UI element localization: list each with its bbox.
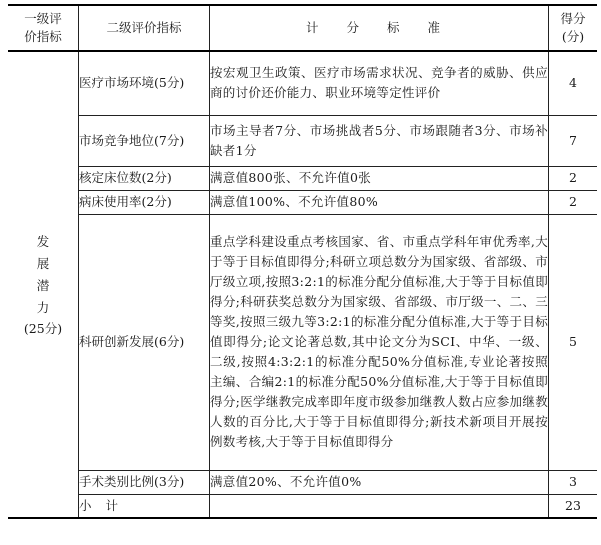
subtotal-score: 23 [549, 494, 598, 518]
header-level2: 二级评价指标 [79, 5, 210, 51]
header-score-line1: 得分 [560, 11, 586, 26]
score-cell: 5 [549, 214, 598, 470]
standard-cell: 按宏观卫生政策、医疗市场需求状况、竞争者的威胁、供应商的讨价还价能力、职业环境等定性评价 [210, 51, 549, 115]
score-cell: 2 [549, 166, 598, 190]
group-name-char: 展 [36, 255, 50, 271]
table-row [8, 190, 597, 214]
group-name-char: 发 [36, 233, 50, 249]
standard-cell: 满意值800张、不允许值0张 [210, 166, 549, 190]
group-total: (25分) [23, 320, 63, 336]
table-row [8, 214, 597, 470]
group-cell [8, 51, 79, 518]
standard-cell: 满意值100%、不允许值80% [210, 190, 549, 214]
table-row [8, 166, 597, 190]
header-level1-line1: 一级评 [24, 11, 62, 26]
indicator-cell: 核定床位数(2分) [79, 166, 210, 190]
header-level1-line2: 价指标 [24, 29, 62, 44]
score-cell: 2 [549, 190, 598, 214]
header-level1 [8, 5, 79, 51]
header-score-line2: (分) [561, 29, 585, 44]
group-name-char: 力 [36, 299, 50, 315]
score-cell: 7 [549, 115, 598, 166]
subtotal-label-text: 小计 [79, 497, 133, 513]
header-standard-text: 计 分 标 准 [306, 20, 452, 35]
subtotal-label [79, 494, 210, 518]
standard-cell: 满意值20%、不允许值0% [210, 470, 549, 494]
indicator-cell: 手术类别比例(3分) [79, 470, 210, 494]
score-cell: 4 [549, 51, 598, 115]
table-row [8, 51, 597, 115]
subtotal-row [8, 494, 597, 518]
standard-cell: 市场主导者7分、市场挑战者5分、市场跟随者3分、市场补缺者1分 [210, 115, 549, 166]
table-row [8, 470, 597, 494]
subtotal-standard-empty [210, 494, 549, 518]
indicator-cell: 科研创新发展(6分) [79, 214, 210, 470]
header-standard [210, 5, 549, 51]
header-score [549, 5, 598, 51]
header-row [8, 5, 597, 51]
score-cell: 3 [549, 470, 598, 494]
indicator-cell: 市场竞争地位(7分) [79, 115, 210, 166]
group-name-char: 潜 [36, 277, 50, 293]
standard-cell: 重点学科建设重点考核国家、省、市重点学科年审优秀率,大于等于目标值即得分;科研立项总数分为国家级、省部级、市厅级立项,按照3:2:1的标准分配分值标准,大于等于目标值即得分;科研获奖总数分为国家级、省部级、市厅级一、二、三等奖,按照三级九等3:2:1的标准分配分值标准,大于等于目标值即得分;论文论著总数,其中论文分为SCI、中华、一级、二级,按照4:3:2:1的标准分配50%分值标准,专业论著按照主编、合编2:1的标准分配50%分值标准,大于等于目标值即得分;医学继教完成率即年度市级参加继教人数占应参加继教人数的百分比,大于等于目标值即得分;新技术新项目开展按例数考核,大于等于目标值即得分 [210, 214, 549, 470]
indicator-cell: 医疗市场环境(5分) [79, 51, 210, 115]
table-row [8, 115, 597, 166]
indicator-cell: 病床使用率(2分) [79, 190, 210, 214]
scoring-table [8, 4, 597, 519]
